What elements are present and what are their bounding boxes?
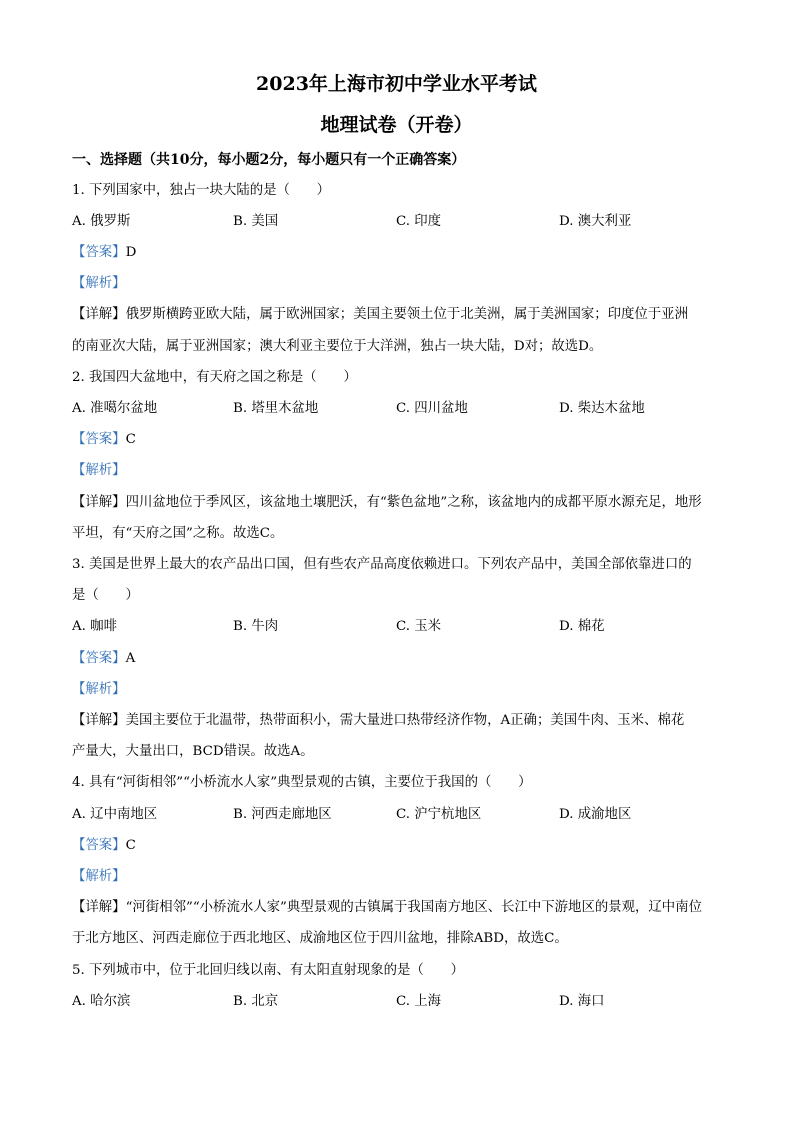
question-5-option-d: D. 海口 xyxy=(559,994,605,1009)
question-4-option-b: B. 河西走廊地区 xyxy=(233,807,332,822)
question-4-answer xyxy=(72,836,136,856)
question-5-stem: 5. 下列城市中，位于北回归线以南、有太阳直射现象的是（ ） xyxy=(72,963,464,978)
question-2-option-d: D. 柴达木盆地 xyxy=(559,401,645,416)
question-3-stem-line-2: 是（ ） xyxy=(72,588,139,603)
answer-value: A xyxy=(125,651,136,666)
question-5-option-c: C. 上海 xyxy=(396,994,442,1009)
section-heading: 一、选择题（共10分，每小题2分，每小题只有一个正确答案） xyxy=(72,152,466,168)
question-3-option-a: A. 咖啡 xyxy=(72,619,117,634)
question-1-detail-line-1 xyxy=(72,305,688,325)
question-4-option-d: D. 成渝地区 xyxy=(559,807,632,822)
question-3-detail-line-1 xyxy=(72,711,684,731)
question-2-option-a: A. 准噶尔盆地 xyxy=(72,401,158,416)
question-4-stem: 4. 具有“河街相邻”“小桥流水人家”典型景观的古镇，主要位于我国的（ ） xyxy=(72,775,532,790)
question-4-option-a: A. 辽中南地区 xyxy=(72,807,158,822)
question-3-analysis xyxy=(72,680,126,700)
question-2-answer xyxy=(72,430,136,450)
question-3-option-d: D. 棉花 xyxy=(559,619,605,634)
detail-label: 【详解】 xyxy=(72,900,126,915)
question-2-detail-line-2: 平坦，有“天府之国”之称。故选C。 xyxy=(72,526,284,541)
question-4-analysis xyxy=(72,867,126,887)
analysis-label: 【解析】 xyxy=(72,463,126,478)
question-3-detail-line-2: 产量大，大量出口，BCD错误。故选A。 xyxy=(72,744,314,759)
question-3-option-c: C. 玉米 xyxy=(396,619,442,634)
detail-label: 【详解】 xyxy=(72,713,126,728)
answer-value: C xyxy=(125,432,136,447)
question-1-option-b: B. 美国 xyxy=(233,214,279,229)
answer-value: D xyxy=(125,245,137,260)
detail-text: 俄罗斯横跨亚欧大陆，属于欧洲国家；美国主要领土位于北美洲，属于美洲国家；印度位于亚洲 xyxy=(125,307,688,322)
question-2-option-b: B. 塔里木盆地 xyxy=(233,401,319,416)
analysis-label: 【解析】 xyxy=(72,682,126,697)
analysis-label: 【解析】 xyxy=(72,869,126,884)
question-3-answer xyxy=(72,649,135,669)
question-1-stem: 1. 下列国家中，独占一块大陆的是（ ） xyxy=(72,183,331,198)
question-2-detail-line-1 xyxy=(72,493,702,513)
question-4-detail-line-2: 于北方地区、河西走廊位于西北地区、成渝地区位于四川盆地，排除ABD，故选C。 xyxy=(72,931,568,946)
question-4-detail-line-1 xyxy=(72,898,702,918)
answer-label: 【答案】 xyxy=(72,245,126,260)
answer-label: 【答案】 xyxy=(72,838,126,853)
question-1-option-a: A. 俄罗斯 xyxy=(72,214,131,229)
page-subtitle: 地理试卷（开卷） xyxy=(320,114,473,136)
question-5-option-b: B. 北京 xyxy=(233,994,279,1009)
detail-text: 美国主要位于北温带，热带面积小，需大量进口热带经济作物，A正确；美国牛肉、玉米、棉花 xyxy=(125,713,685,728)
question-3-option-b: B. 牛肉 xyxy=(233,619,279,634)
question-3-stem-line-1: 3. 美国是世界上最大的农产品出口国，但有些农产品高度依赖进口。下列农产品中，美国全部依靠进口的 xyxy=(72,557,692,572)
detail-label: 【详解】 xyxy=(72,307,126,322)
question-1-detail-line-2: 的南亚次大陆，属于亚洲国家；澳大利亚主要位于大洋洲，独占一块大陆，D对；故选D。 xyxy=(72,339,603,354)
question-4-option-c: C. 沪宁杭地区 xyxy=(396,807,482,822)
detail-text: “河街相邻”“小桥流水人家”典型景观的古镇属于我国南方地区、长江中下游地区的景观，辽中南位 xyxy=(125,900,702,915)
answer-label: 【答案】 xyxy=(72,432,126,447)
question-2-option-c: C. 四川盆地 xyxy=(396,401,468,416)
question-1-option-c: C. 印度 xyxy=(396,214,442,229)
answer-label: 【答案】 xyxy=(72,651,126,666)
question-2-analysis xyxy=(72,461,126,481)
question-1-option-d: D. 澳大利亚 xyxy=(559,214,632,229)
page-title: 2023年上海市初中学业水平考试 xyxy=(256,73,537,95)
question-1-answer xyxy=(72,243,136,263)
question-1-analysis xyxy=(72,274,126,294)
answer-value: C xyxy=(125,838,136,853)
analysis-label: 【解析】 xyxy=(72,276,126,291)
detail-text: 四川盆地位于季风区，该盆地土壤肥沃，有“紫色盆地”之称，该盆地内的成都平原水源充足，地形 xyxy=(125,495,702,510)
question-2-stem: 2. 我国四大盆地中，有天府之国之称是（ ） xyxy=(72,370,357,385)
question-5-option-a: A. 哈尔滨 xyxy=(72,994,131,1009)
detail-label: 【详解】 xyxy=(72,495,126,510)
